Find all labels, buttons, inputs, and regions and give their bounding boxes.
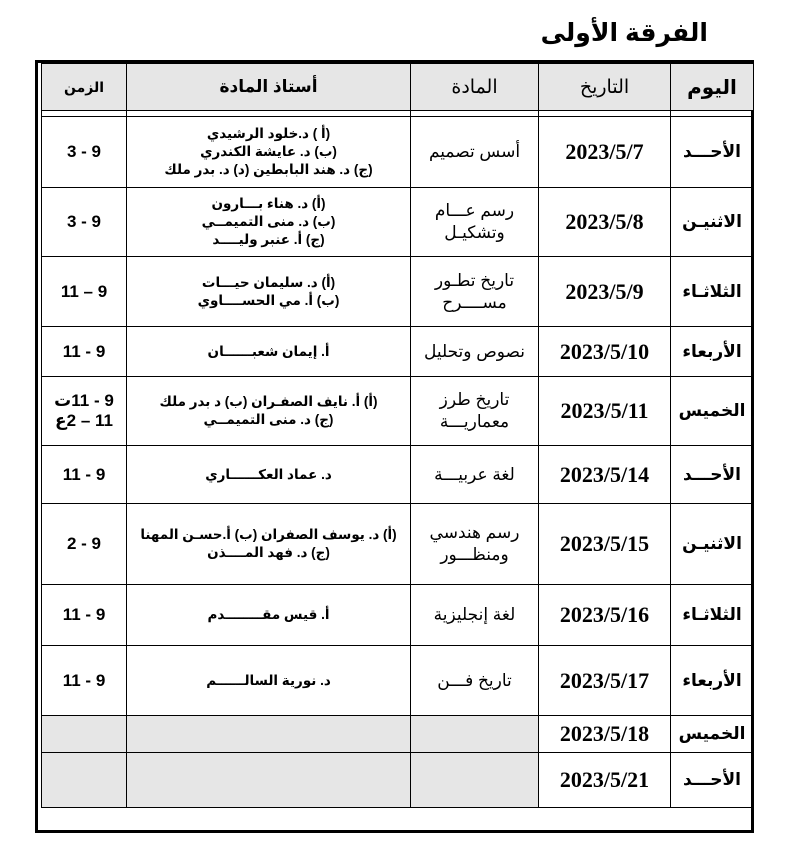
subject-cell: [411, 585, 539, 646]
subject-cell-line: تاريخ طرز: [439, 390, 510, 409]
subject-cell: [411, 716, 539, 753]
professor-cell-line: (ب) أ. مي الحســــاوي: [197, 292, 340, 308]
professor-cell-line: د. عماد العكــــــاري: [205, 466, 332, 482]
date-cell: 2023/5/16: [539, 585, 671, 646]
professor-cell: [127, 585, 411, 646]
day-cell: الاثنيـن: [671, 504, 754, 585]
professor-cell-line: (ج) د. هند البابطين (د) د. بدر ملك: [164, 162, 373, 177]
header-subject: المادة: [411, 64, 539, 111]
time-cell-line: 9 - 11ت: [54, 391, 114, 410]
date-cell: 2023/5/15: [539, 504, 671, 585]
professor-cell: [127, 117, 411, 188]
professor-cell-line: (ج) د. منى التميمــي: [203, 412, 334, 427]
professor-cell-line: (أ ) د.خلود الرشيدي: [206, 126, 331, 141]
time-cell: [42, 257, 127, 327]
subject-cell: [411, 188, 539, 257]
table-row: [42, 377, 754, 446]
professor-cell-line: (ج) د. فهد المــــذن: [207, 545, 330, 560]
day-cell: الأحـــد: [671, 446, 754, 504]
subject-cell: [411, 753, 539, 808]
day-cell: الاثنيـن: [671, 188, 754, 257]
time-cell-line: 9 - 11: [62, 605, 106, 624]
professor-cell: [127, 188, 411, 257]
time-cell-line: 9 - 3: [66, 212, 102, 231]
header-professor: أستاذ المادة: [127, 64, 411, 111]
professor-cell: [127, 646, 411, 716]
professor-cell: [127, 504, 411, 585]
professor-cell-line: (ب) د. منى التميمــي: [201, 214, 336, 229]
subject-cell-line: رسم هندسي: [429, 523, 520, 542]
time-cell: [42, 504, 127, 585]
subject-cell-line: رسم عـــام: [434, 201, 515, 220]
time-cell-line: 9 - 11: [62, 464, 106, 484]
subject-cell-line: وتشكيـل: [444, 223, 505, 242]
time-cell-line: 9 - 11: [62, 670, 106, 690]
table-row: [42, 716, 754, 753]
table-row: [42, 117, 754, 188]
header-row: [42, 64, 754, 111]
date-cell: 2023/5/17: [539, 646, 671, 716]
subject-cell-line: تاريخ تطـور: [434, 270, 515, 290]
subject-cell: [411, 327, 539, 377]
date-cell: 2023/5/8: [539, 188, 671, 257]
subject-cell: [411, 504, 539, 585]
time-cell: [42, 646, 127, 716]
date-cell: 2023/5/21: [539, 753, 671, 808]
day-cell: الثلاثـاء: [671, 257, 754, 327]
time-cell-line: 9 - 3: [66, 142, 102, 161]
subject-cell-line: تاريخ فـــن: [437, 670, 512, 690]
professor-cell: [127, 257, 411, 327]
subject-cell-line: ومنظـــور: [440, 545, 509, 564]
table-row: [42, 646, 754, 716]
time-cell-line: 9 - 2: [66, 534, 102, 553]
time-cell: [42, 377, 127, 446]
table-row: [42, 446, 754, 504]
date-cell: 2023/5/10: [539, 327, 671, 377]
time-cell-line: 9 - 11: [62, 341, 106, 361]
date-cell: 2023/5/7: [539, 117, 671, 188]
professor-cell: [127, 446, 411, 504]
subject-cell-line: معماريـــة: [439, 412, 510, 431]
subject-cell-line: مســــرح: [442, 292, 507, 312]
professor-cell: [127, 716, 411, 753]
time-cell-line: 9 – 11: [60, 281, 108, 301]
header-date: التاريخ: [539, 64, 671, 111]
page-title: الفرقة الأولى: [540, 19, 708, 47]
time-cell: [42, 585, 127, 646]
schedule-table: [41, 63, 754, 808]
date-cell: 2023/5/11: [539, 377, 671, 446]
day-cell: الثلاثـاء: [671, 585, 754, 646]
day-cell: الأحـــد: [671, 117, 754, 188]
time-cell: [42, 327, 127, 377]
date-cell: 2023/5/18: [539, 716, 671, 753]
day-cell: الخميس: [671, 716, 754, 753]
date-cell: 2023/5/14: [539, 446, 671, 504]
time-cell: [42, 117, 127, 188]
professor-cell-line: أ. قيس مقــــــــدم: [207, 607, 330, 622]
subject-cell-line: لغة إنجليزية: [433, 605, 516, 624]
table-row: [42, 327, 754, 377]
time-cell: [42, 446, 127, 504]
professor-cell: [127, 327, 411, 377]
professor-cell-line: (أ) د. سليمان حيـــات: [201, 274, 336, 290]
day-cell: الأحـــد: [671, 753, 754, 808]
subject-cell: [411, 646, 539, 716]
professor-cell-line: (ج) أ. عنبر وليــــد: [212, 232, 325, 247]
day-cell: الأربعاء: [671, 327, 754, 377]
header-time: الزمن: [42, 64, 127, 111]
subject-cell: [411, 377, 539, 446]
professor-cell-line: (أ) د. يوسف الصفران (ب) أ.حسـن المهنا: [140, 527, 397, 542]
table-row: [42, 504, 754, 585]
subject-cell: [411, 446, 539, 504]
day-cell: الأربعاء: [671, 646, 754, 716]
subject-cell: [411, 117, 539, 188]
professor-cell-line: د. نورية السالــــــم: [206, 672, 331, 688]
subject-cell-line: أسس تصميم: [428, 142, 521, 161]
table-row: [42, 753, 754, 808]
professor-cell-line: أ. إيمان شعبــــــان: [207, 343, 330, 359]
professor-cell-line: (أ) د. هناء بـــارون: [211, 196, 326, 211]
subject-cell: [411, 257, 539, 327]
header-day: اليوم: [671, 64, 754, 111]
professor-cell-line: (أ) أ. نايف الصفـران (ب) د بدر ملك: [159, 394, 378, 409]
time-cell: [42, 188, 127, 257]
table-row: [42, 585, 754, 646]
table-row: [42, 257, 754, 327]
day-cell: الخميس: [671, 377, 754, 446]
professor-cell-line: (ب) د. عايشة الكندري: [200, 144, 337, 159]
subject-cell-line: لغة عربيـــة: [434, 464, 515, 484]
time-cell: [42, 753, 127, 808]
time-cell: [42, 716, 127, 753]
professor-cell: [127, 377, 411, 446]
professor-cell: [127, 753, 411, 808]
date-cell: 2023/5/9: [539, 257, 671, 327]
subject-cell-line: نصوص وتحليل: [423, 341, 526, 361]
table-row: [42, 188, 754, 257]
time-cell-line: 11 – 2ع: [55, 411, 113, 430]
